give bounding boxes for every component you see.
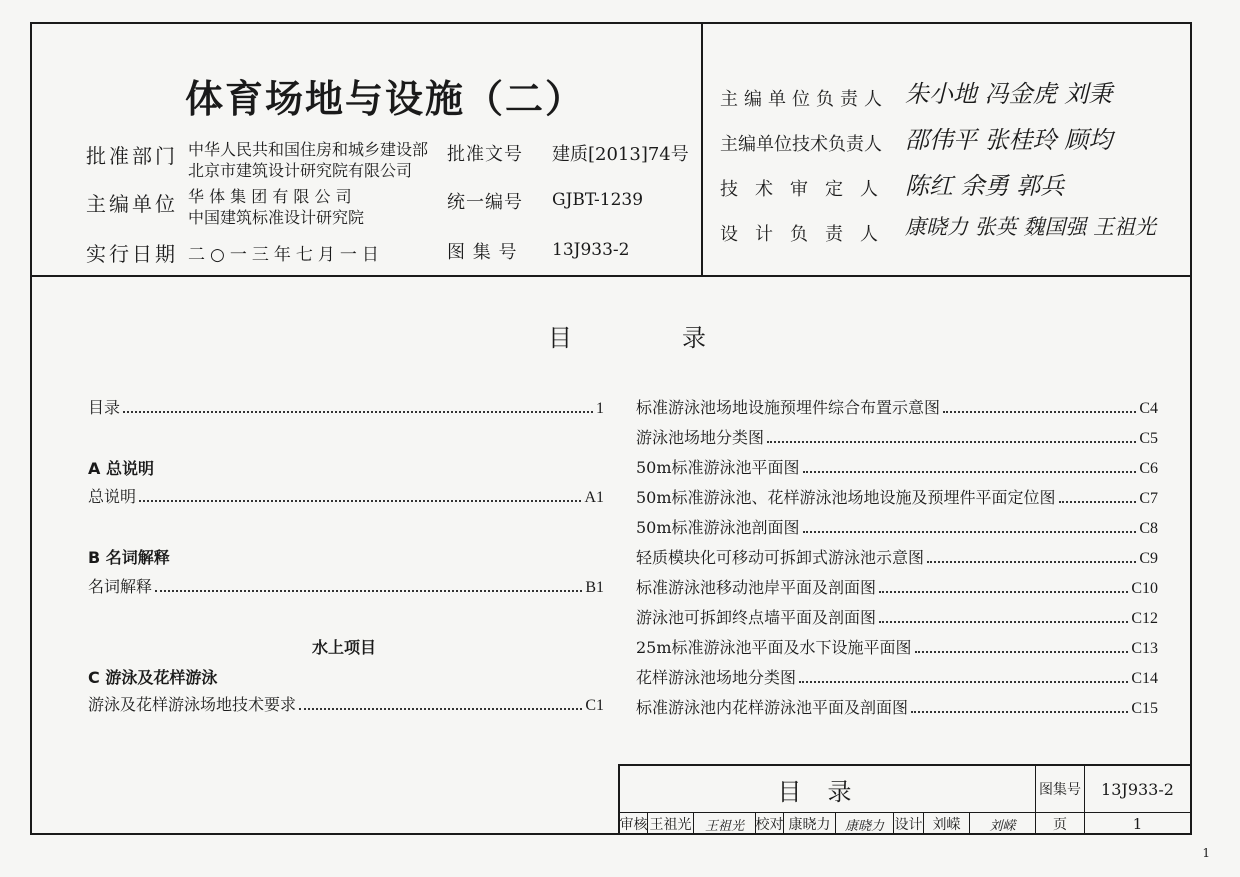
toc-entry-page: C5	[1139, 430, 1158, 447]
toc-entry-page: C12	[1131, 610, 1158, 627]
leader-dots	[915, 650, 1129, 653]
toc-section-c: C 游泳及花样游泳	[88, 668, 218, 687]
sheet-page-number: 1	[1202, 846, 1210, 860]
leader-dots	[911, 710, 1128, 713]
effective-date-value: 二○一三年七月一日	[188, 245, 384, 265]
leader-dots	[803, 470, 1137, 473]
titleblock-reviewer-name: 王祖光	[648, 813, 694, 835]
toc-entry-page: C10	[1131, 580, 1158, 597]
approval-dept-value: 中华人民共和国住房和城乡建设部	[188, 140, 429, 159]
toc-group-aquatics: 水上项目	[312, 638, 377, 657]
toc-entry-title: 标准游泳池移动池岸平面及剖面图	[636, 578, 877, 597]
chief-unit-tech-head-label: 主编单位技术负责人	[720, 134, 882, 155]
leader-dots	[943, 410, 1136, 413]
leader-dots	[879, 590, 1128, 593]
toc-entry-title: 花样游泳池场地分类图	[636, 668, 797, 687]
toc-entry-title: 50m标准游泳池、花样游泳池场地设施及预埋件平面定位图	[636, 488, 1056, 507]
toc-entry[interactable]	[636, 575, 1158, 597]
toc-entry[interactable]	[636, 485, 1158, 507]
toc-entry[interactable]	[636, 545, 1158, 567]
design-head-label: 设计负责人	[720, 224, 895, 245]
toc-entry[interactable]	[636, 515, 1158, 537]
toc-entry-title: 总说明	[88, 487, 137, 506]
toc-entry-page: C14	[1131, 670, 1158, 687]
titleblock-designer-signature: 刘嵘	[989, 818, 1016, 834]
toc-entry-page: B1	[585, 579, 604, 596]
toc-entry-page: C6	[1139, 460, 1158, 477]
chief-unit-head-label: 主编单位负责人	[720, 89, 888, 110]
chief-unit-1: 北京市建筑设计研究院有限公司	[188, 161, 413, 180]
toc-entry-page: C13	[1131, 640, 1158, 657]
toc-entry-title: 标准游泳池内花样游泳池平面及剖面图	[636, 698, 909, 717]
toc-entry-contents[interactable]	[88, 395, 604, 417]
toc-entry-page: C7	[1139, 490, 1158, 507]
toc-entry[interactable]	[636, 635, 1158, 657]
titleblock-atlas-value: 13J933-2	[1101, 779, 1174, 799]
chief-unit-2: 华 体 集 团 有 限 公 司	[188, 187, 352, 206]
design-head-signatures: 康晓力 张英 魏国强 王祖光	[905, 215, 1157, 239]
toc-section-b: B 名词解释	[88, 548, 170, 567]
leader-dots	[123, 410, 593, 413]
toc-section-a: A 总说明	[88, 459, 154, 478]
chief-unit-tech-head-signatures: 邵伟平 张桂玲 顾均	[905, 126, 1113, 154]
leader-dots	[803, 530, 1137, 533]
leader-dots	[767, 440, 1136, 443]
toc-entry[interactable]	[636, 665, 1158, 687]
titleblock-designer-name: 刘嵘	[924, 813, 970, 835]
atlas-no-value: 13J933-2	[552, 240, 630, 260]
leader-dots	[927, 560, 1136, 563]
approval-dept-label: 批准部门	[86, 144, 178, 168]
toc-entry-page: C4	[1139, 400, 1158, 417]
toc-entry-title: 游泳池可拆卸终点墙平面及剖面图	[636, 608, 877, 627]
titleblock-name: 目录	[777, 777, 878, 806]
titleblock-checker-label: 校对	[756, 813, 784, 835]
atlas-title: 体育场地与设施（二）	[185, 77, 586, 121]
atlas-no-label: 图 集 号	[447, 242, 518, 263]
toc-entry-terms[interactable]	[88, 574, 604, 596]
approval-doc-value: 建质[2013]74号	[552, 144, 689, 165]
titleblock-reviewer-signature: 王祖光	[694, 813, 756, 835]
leader-dots	[799, 680, 1128, 683]
toc-entry-title: 游泳池场地分类图	[636, 428, 765, 447]
toc-entry-page: C8	[1139, 520, 1158, 537]
approval-doc-label: 批准文号	[447, 144, 523, 165]
leader-dots	[139, 499, 581, 502]
titleblock-atlas-label: 图集号	[1039, 782, 1081, 798]
unified-no-value: GJBT-1239	[552, 190, 644, 210]
unified-no-label: 统一编号	[447, 192, 523, 213]
toc-entry-page: A1	[584, 489, 604, 506]
titleblock-designer-label: 设计	[894, 813, 924, 835]
toc-entry[interactable]	[636, 395, 1158, 417]
leader-dots	[1059, 500, 1137, 503]
toc-entry[interactable]	[636, 695, 1158, 717]
toc-entry-general[interactable]	[88, 484, 604, 506]
technical-approver-label: 技术审定人	[720, 179, 895, 200]
toc-entry-title: 50m标准游泳池剖面图	[636, 518, 800, 537]
toc-entry[interactable]	[636, 425, 1158, 447]
toc-entry-title: 标准游泳池场地设施预埋件综合布置示意图	[636, 398, 941, 417]
titleblock-checker-signature: 康晓力	[836, 813, 894, 835]
toc-entry-title: 游泳及花样游泳场地技术要求	[88, 695, 297, 714]
toc-entry[interactable]	[636, 605, 1158, 627]
leader-dots	[155, 589, 582, 592]
toc-entry-title: 50m标准游泳池平面图	[636, 458, 800, 477]
header-divider-horizontal	[30, 275, 1192, 277]
toc-entry-page: C1	[585, 697, 604, 714]
chief-unit-head-signatures: 朱小地 冯金虎 刘秉	[905, 80, 1113, 108]
toc-entry-page: C9	[1139, 550, 1158, 567]
titleblock-reviewer-label: 审核	[620, 813, 648, 835]
titleblock-page-label: 页	[1053, 817, 1067, 833]
toc-entry-swim-requirements[interactable]	[88, 692, 604, 714]
chief-units-label: 主编单位	[86, 192, 178, 216]
leader-dots	[299, 707, 582, 710]
header-divider-vertical	[701, 22, 703, 276]
toc-entry[interactable]	[636, 455, 1158, 477]
toc-entry-page: 1	[596, 400, 604, 417]
toc-entry-title: 25m标准游泳池平面及水下设施平面图	[636, 638, 912, 657]
chief-unit-3: 中国建筑标准设计研究院	[188, 208, 365, 227]
toc-heading: 目录	[548, 324, 816, 352]
technical-approver-signatures: 陈红 余勇 郭兵	[905, 172, 1065, 200]
toc-entry-page: C15	[1131, 700, 1158, 717]
toc-entry-title: 目录	[88, 398, 121, 417]
titleblock-page-value: 1	[1132, 815, 1143, 833]
toc-entry-title: 名词解释	[88, 577, 153, 596]
effective-date-label: 实行日期	[86, 242, 178, 266]
titleblock-checker-name: 康晓力	[784, 813, 836, 835]
toc-entry-title: 轻质模块化可移动可拆卸式游泳池示意图	[636, 548, 925, 567]
leader-dots	[879, 620, 1128, 623]
